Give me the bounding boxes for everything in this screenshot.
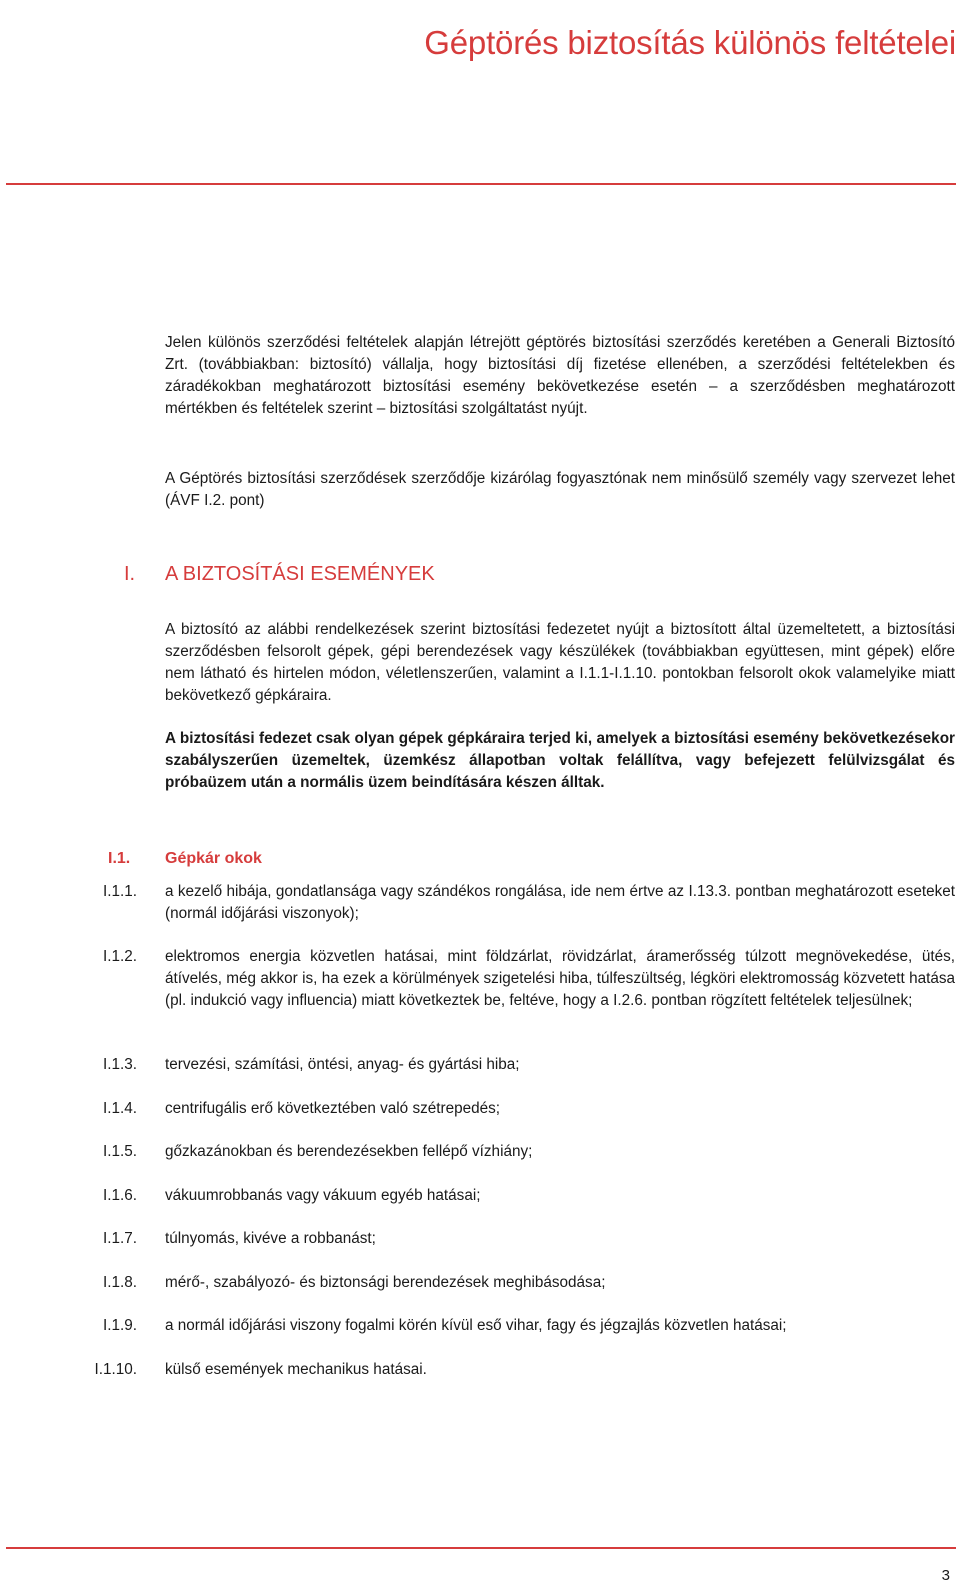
item-text: túlnyomás, kivéve a robbanást; <box>165 1230 376 1247</box>
section-paragraph: A biztosító az alábbi rendelkezések szerint biztosítási fedezetet nyújt a biztosított által üzemeltetett, a biztosítási szerződésben felsorolt gépek, gépi berendezések vagy készülékek (továbbiakban együttesen, mint gépek) előre nem látható és hirtelen módon, véletlenszerűen, valamint a I.1.1-I.1.10. pontokban felsorolt okok valamelyike miatt bekövetkező gépkáraira. <box>165 621 955 704</box>
item-number: I.1.2. <box>102 948 137 965</box>
item-number: I.1.4. <box>102 1100 137 1117</box>
page-number: 3 <box>941 1567 950 1584</box>
bottom-divider <box>6 1547 956 1549</box>
item-text: centrifugális erő következtében való szétrepedés; <box>165 1100 501 1117</box>
item-text: mérő-, szabályozó- és biztonsági berendezések meghibásodása; <box>165 1274 606 1291</box>
top-divider <box>6 183 956 185</box>
item-number: I.1.9. <box>102 1317 137 1334</box>
item-text: a kezelő hibája, gondatlansága vagy szándékos rongálása, ide nem értve az I.13.3. pontban meghatározott eseteket (normál időjárási viszonyok); <box>165 883 955 922</box>
item-text: tervezési, számítási, öntési, anyag- és gyártási hiba; <box>165 1056 520 1073</box>
intro-paragraph: A Géptörés biztosítási szerződések szerződője kizárólag fogyasztónak nem minősülő személy vagy szervezet lehet (ÁVF I.2. pont) <box>165 470 955 509</box>
item-number: I.1.1. <box>102 883 137 900</box>
intro-paragraph: Jelen különös szerződési feltételek alapján létrejött géptörés biztosítási szerződés keretében a Generali Biztosító Zrt. (továbbiakban: biztosító) vállalja, hogy biztosítási díj fizetése ellenében, a szerződési feltételekben és záradékokban meghatározott biztosítási esemény bekövetkezése esetén – a szerződésben meghatározott mértékben és feltételek szerint – biztosítási szolgáltatást nyújt. <box>165 334 955 417</box>
section-number: I. <box>124 563 136 585</box>
item-number: I.1.7. <box>102 1230 137 1247</box>
subsection-title: Gépkár okok <box>165 850 262 867</box>
subsection-number: I.1. <box>108 850 131 867</box>
item-number: I.1.10. <box>94 1361 137 1378</box>
item-text: vákuumrobbanás vagy vákuum egyéb hatásai; <box>165 1187 481 1204</box>
page-title: Géptörés biztosítás különös feltételei <box>424 24 956 61</box>
item-text: gőzkazánokban és berendezésekben fellépő vízhiány; <box>165 1143 533 1160</box>
section-title: A BIZTOSÍTÁSI ESEMÉNYEK <box>165 563 435 585</box>
item-number: I.1.5. <box>102 1143 137 1160</box>
item-text: elektromos energia közvetlen hatásai, mint földzárlat, rövidzárlat, áramerősség túlzott megnövekedése, ütés, átívelés, még akkor is, ha ezek a körülmények szigetelési hiba, túlfeszültség, légköri elektromosság közvetett hatása (pl. indukció vagy influencia) miatt következtek be, feltéve, hogy a I.2.6. pontban rögzített feltételek teljesülnek; <box>165 948 955 1009</box>
item-number: I.1.6. <box>102 1187 137 1204</box>
item-number: I.1.3. <box>102 1056 137 1073</box>
item-text: külső események mechanikus hatásai. <box>165 1361 427 1378</box>
item-text: a normál időjárási viszony fogalmi körén kívül eső vihar, fagy és jégzajlás közvetlen hatásai; <box>165 1317 787 1334</box>
item-number: I.1.8. <box>102 1274 137 1291</box>
section-bold-paragraph: A biztosítási fedezet csak olyan gépek gépkáraira terjed ki, amelyek a biztosítási esemény bekövetkezésekor szabályszerűen üzemeltek, üzemkész állapotban voltak felállítva, vagy befejezett felülvizsgálat és próbaüzem után a normális üzem beindítására készen álltak. <box>165 730 955 791</box>
